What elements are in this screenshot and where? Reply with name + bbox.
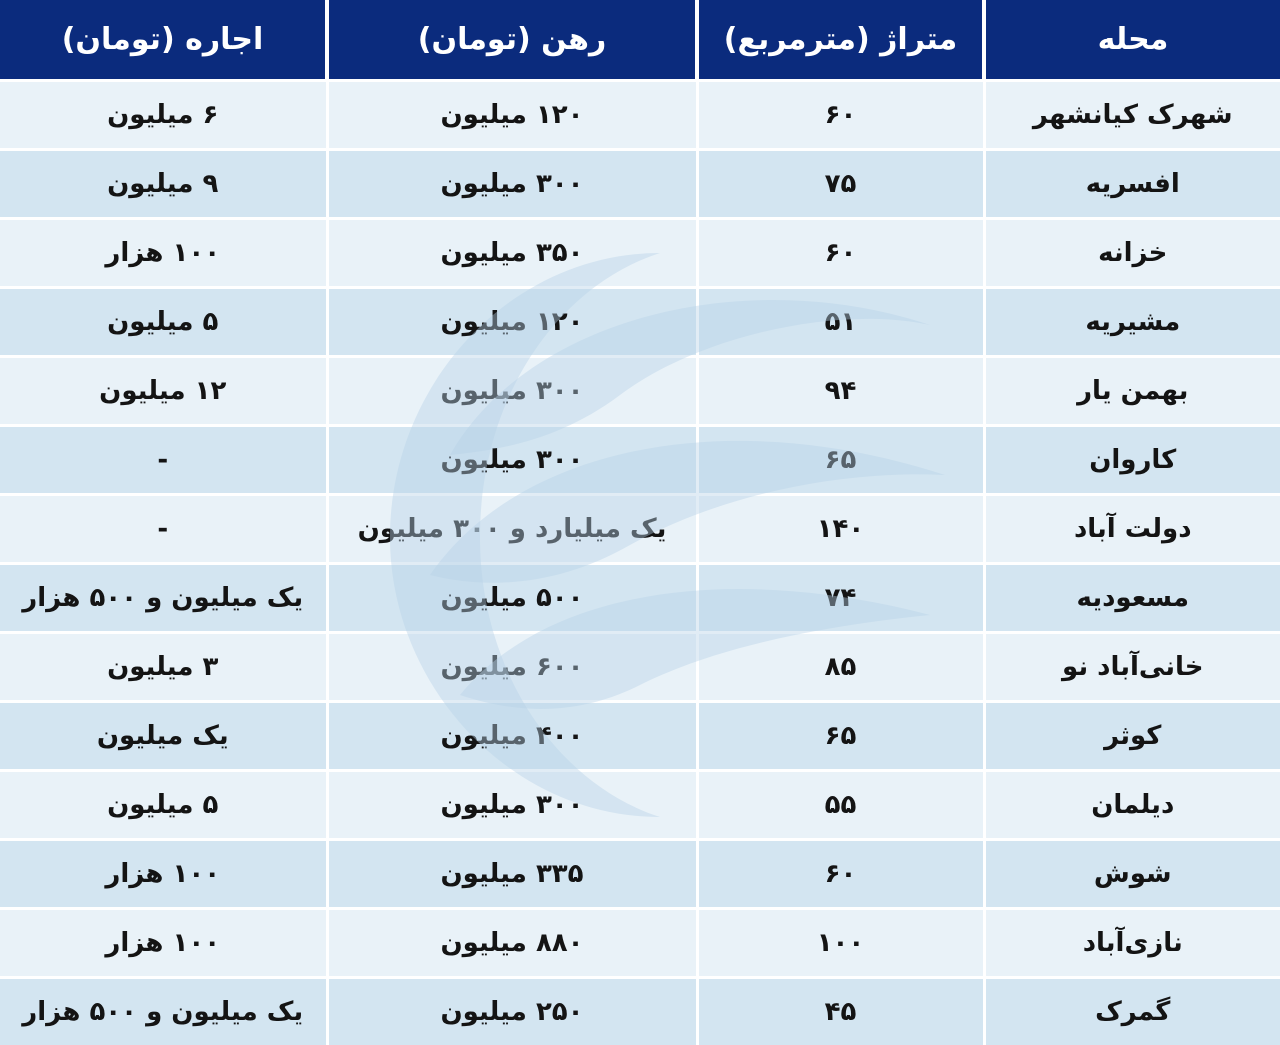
table-row <box>0 219 1280 288</box>
table-row <box>0 495 1280 564</box>
cell-deposit: ۳۳۵ میلیون <box>327 840 697 909</box>
cell-area: ۶۰ <box>697 81 984 150</box>
cell-neighborhood: نازی‌آباد <box>984 909 1280 978</box>
cell-area: ۹۴ <box>697 357 984 426</box>
table-row <box>0 840 1280 909</box>
cell-area: ۶۰ <box>697 219 984 288</box>
cell-neighborhood: گمرک <box>984 978 1280 1045</box>
cell-neighborhood: افسریه <box>984 150 1280 219</box>
cell-neighborhood: دولت آباد <box>984 495 1280 564</box>
table-row <box>0 564 1280 633</box>
header-area: متراژ (مترمربع) <box>697 0 984 81</box>
cell-area: ۷۴ <box>697 564 984 633</box>
cell-neighborhood: شوش <box>984 840 1280 909</box>
cell-deposit: ۳۰۰ میلیون <box>327 357 697 426</box>
cell-area: ۱۴۰ <box>697 495 984 564</box>
cell-deposit: ۱۲۰ میلیون <box>327 81 697 150</box>
cell-neighborhood: مسعودیه <box>984 564 1280 633</box>
table-row <box>0 288 1280 357</box>
cell-deposit: ۱۲۰ میلیون <box>327 288 697 357</box>
cell-deposit: ۶۰۰ میلیون <box>327 633 697 702</box>
cell-deposit: یک میلیارد و ۳۰۰ میلیون <box>327 495 697 564</box>
header-rent: اجاره (تومان) <box>0 0 327 81</box>
cell-rent: ۱۲ میلیون <box>0 357 327 426</box>
cell-neighborhood: کوثر <box>984 702 1280 771</box>
cell-rent: ۳ میلیون <box>0 633 327 702</box>
cell-neighborhood: خزانه <box>984 219 1280 288</box>
table-row <box>0 909 1280 978</box>
cell-neighborhood: شهرک کیانشهر <box>984 81 1280 150</box>
cell-rent: ۵ میلیون <box>0 771 327 840</box>
cell-area: ۶۰ <box>697 840 984 909</box>
cell-neighborhood: کاروان <box>984 426 1280 495</box>
cell-deposit: ۵۰۰ میلیون <box>327 564 697 633</box>
cell-rent: ۵ میلیون <box>0 288 327 357</box>
cell-area: ۱۰۰ <box>697 909 984 978</box>
cell-deposit: ۸۸۰ میلیون <box>327 909 697 978</box>
cell-area: ۶۵ <box>697 426 984 495</box>
table-body <box>0 81 1280 1045</box>
table-header <box>0 0 1280 81</box>
table-row <box>0 633 1280 702</box>
cell-rent: - <box>0 426 327 495</box>
cell-area: ۷۵ <box>697 150 984 219</box>
header-neighborhood: محله <box>984 0 1280 81</box>
cell-area: ۴۵ <box>697 978 984 1045</box>
cell-rent: ۱۰۰ هزار <box>0 840 327 909</box>
cell-area: ۵۱ <box>697 288 984 357</box>
table-row <box>0 357 1280 426</box>
cell-deposit: ۲۵۰ میلیون <box>327 978 697 1045</box>
cell-deposit: ۳۵۰ میلیون <box>327 219 697 288</box>
cell-deposit: ۳۰۰ میلیون <box>327 771 697 840</box>
cell-area: ۵۵ <box>697 771 984 840</box>
cell-rent: یک میلیون و ۵۰۰ هزار <box>0 564 327 633</box>
cell-deposit: ۳۰۰ میلیون <box>327 150 697 219</box>
cell-deposit: ۴۰۰ میلیون <box>327 702 697 771</box>
cell-rent: یک میلیون و ۵۰۰ هزار <box>0 978 327 1045</box>
cell-rent: - <box>0 495 327 564</box>
cell-area: ۶۵ <box>697 702 984 771</box>
header-deposit: رهن (تومان) <box>327 0 697 81</box>
cell-neighborhood: دیلمان <box>984 771 1280 840</box>
table-row <box>0 978 1280 1045</box>
cell-rent: ۱۰۰ هزار <box>0 219 327 288</box>
cell-deposit: ۳۰۰ میلیون <box>327 426 697 495</box>
header-row <box>0 0 1280 81</box>
cell-rent: ۱۰۰ هزار <box>0 909 327 978</box>
cell-area: ۸۵ <box>697 633 984 702</box>
table-row <box>0 426 1280 495</box>
cell-neighborhood: بهمن یار <box>984 357 1280 426</box>
table-row <box>0 81 1280 150</box>
table-row <box>0 150 1280 219</box>
cell-rent: ۹ میلیون <box>0 150 327 219</box>
cell-rent: ۶ میلیون <box>0 81 327 150</box>
table-row <box>0 702 1280 771</box>
table-row <box>0 771 1280 840</box>
cell-neighborhood: مشیریه <box>984 288 1280 357</box>
cell-rent: یک میلیون <box>0 702 327 771</box>
cell-neighborhood: خانی‌آباد نو <box>984 633 1280 702</box>
